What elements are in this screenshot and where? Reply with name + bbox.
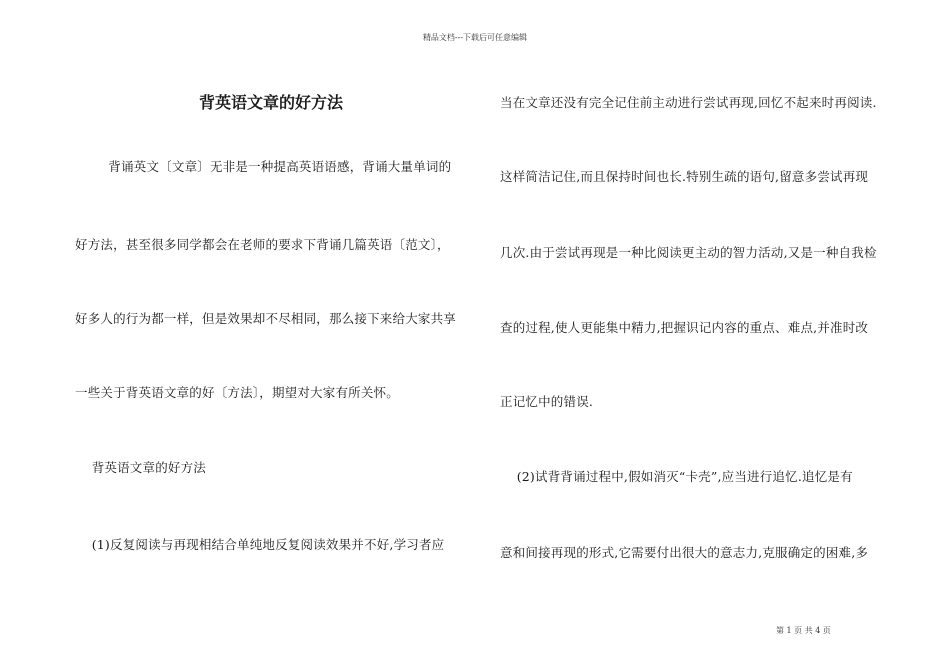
body-line: (1)反复阅读与再现相结合单纯地反复阅读效果并不好,学习者应 xyxy=(75,537,445,552)
body-line: 意和间接再现的形式,它需要付出很大的意志力,克服确定的困难,多 xyxy=(500,545,869,560)
body-line: 一些关于背英语文章的好〔方法〕，期望对大家有所关怀。 xyxy=(75,385,399,400)
body-line: 查的过程,使人更能集中精力,把握识记内容的重点、难点,并准时改 xyxy=(500,320,869,335)
page-header: 精品文档---下载后可任意编辑 xyxy=(422,33,528,42)
body-line: 背诵英文〔文章〕无非是一种提高英语语感，背诵大量单词的 xyxy=(75,159,452,174)
page-number: 第 1 页 共 4 页 xyxy=(776,626,831,635)
article-title: 背英语文章的好方法 xyxy=(198,93,343,112)
body-line: 正记忆中的错误. xyxy=(500,394,594,409)
body-line: 几次.由于尝试再现是一种比阅读更主动的智力活动,又是一种自我检 xyxy=(500,245,877,260)
section-heading: 背英语文章的好方法 xyxy=(75,460,206,475)
body-line: 好方法，甚至很多同学都会在老师的要求下背诵几篇英语〔范文〕， xyxy=(75,237,450,252)
body-line: 这样简洁记住,而且保持时间也长.特别生疏的语句,留意多尝试再现 xyxy=(500,169,869,184)
body-line: 好多人的行为都一样，但是效果却不尽相同，那么接下来给大家共享 xyxy=(75,311,457,326)
body-line: (2)试背背诵过程中,假如消灭“卡壳”,应当进行追忆.追忆是有 xyxy=(500,469,853,484)
body-line: 当在文章还没有完全记住前主动进行尝试再现,回忆不起来时再阅读. xyxy=(500,95,877,110)
